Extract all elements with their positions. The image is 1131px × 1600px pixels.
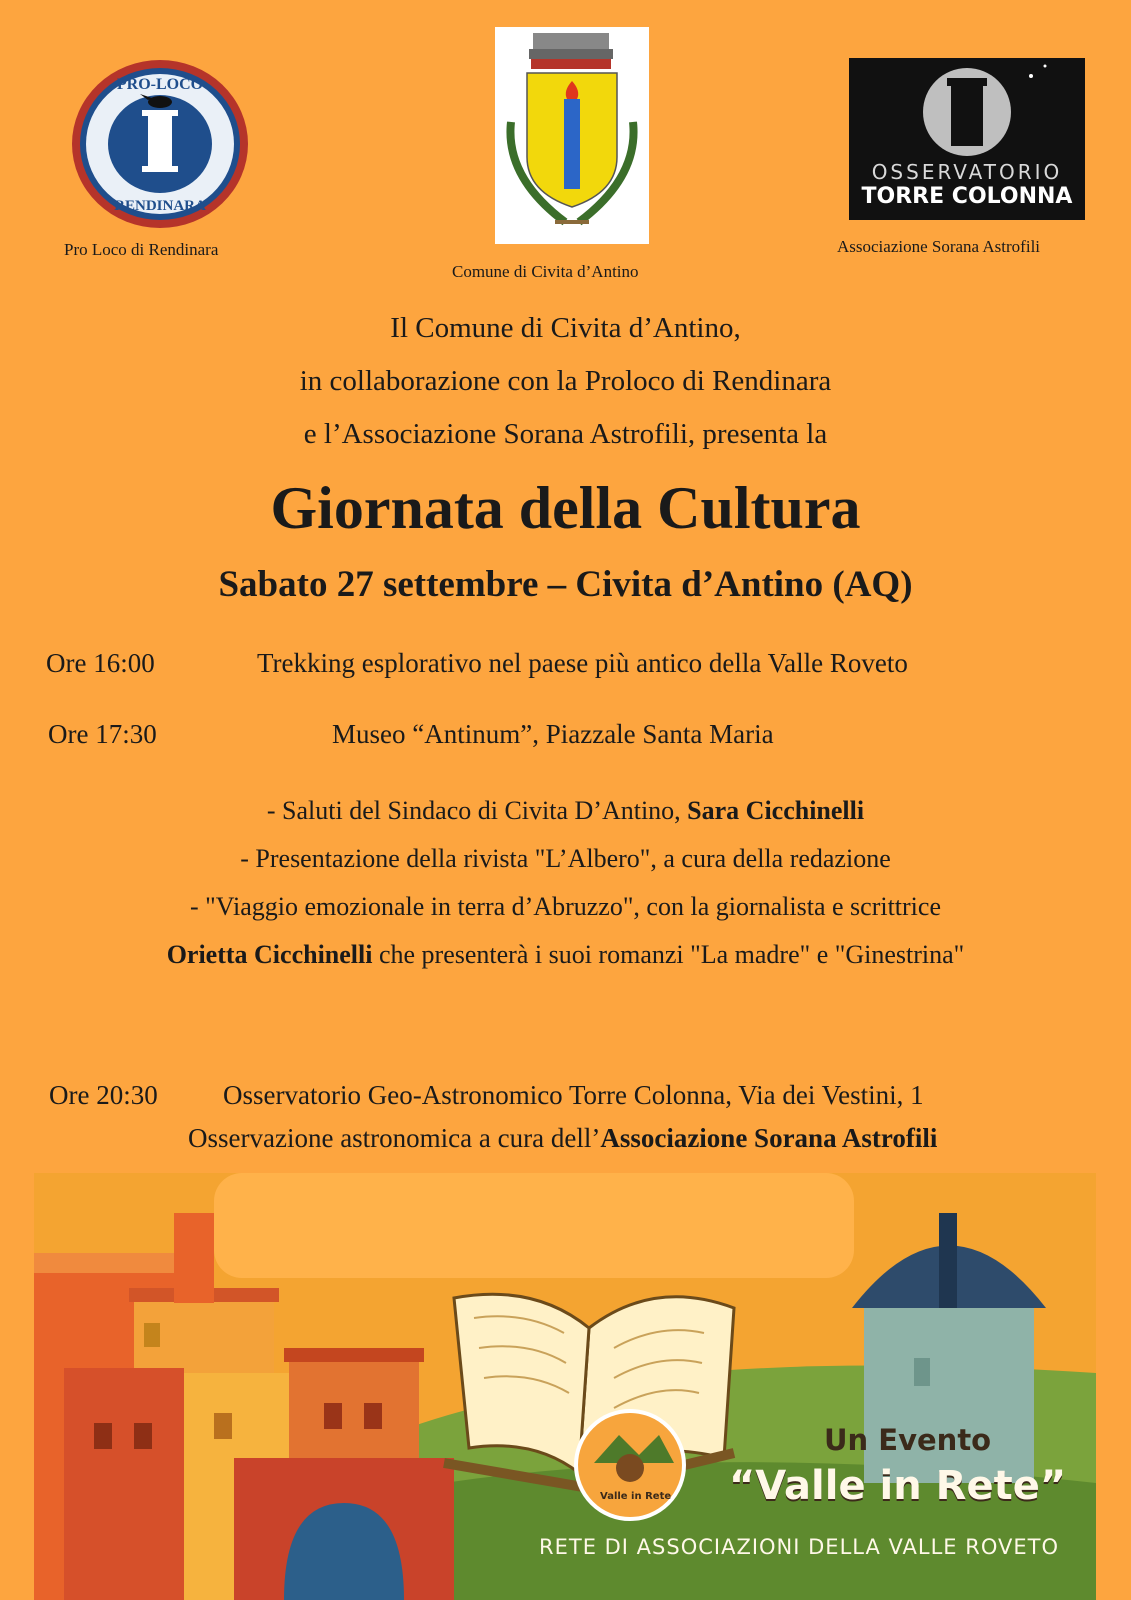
program-item-2: - Presentazione della rivista "L’Albero", a cura della redazione bbox=[240, 844, 891, 873]
comune-coat-of-arms bbox=[495, 27, 649, 244]
program-item-3: - "Viaggio emozionale in terra d’Abruzzo", con la giornalista e scrittrice bbox=[190, 892, 941, 921]
banner-line-3: RETE DI ASSOCIAZIONI DELLA VALLE ROVETO bbox=[539, 1535, 1059, 1559]
schedule-desc-1: Trekking esplorativo nel paese più antico della Valle Roveto bbox=[257, 648, 908, 678]
valle-in-rete-banner bbox=[34, 1173, 1096, 1600]
proloco-logo bbox=[70, 58, 250, 230]
schedule-desc-3: Osservatorio Geo-Astronomico Torre Colonna, Via dei Vestini, 1 bbox=[223, 1080, 924, 1110]
author-name: Orietta Cicchinelli bbox=[166, 940, 373, 969]
osservatorio-caption: Associazione Sorana Astrofili bbox=[837, 237, 1041, 256]
osservatorio-logo bbox=[849, 58, 1085, 220]
schedule-time-2: Ore 17:30 bbox=[48, 719, 157, 749]
program-item-4 bbox=[0, 931, 1131, 979]
osservatorio-line2: TORRE COLONNA bbox=[861, 184, 1073, 209]
program-item-1 bbox=[0, 787, 1131, 835]
program-item-1-text: - Saluti del Sindaco di Civita D’Antino, bbox=[266, 796, 688, 825]
banner-line-2: “Valle in Rete” bbox=[729, 1463, 1067, 1509]
proloco-caption: Pro Loco di Rendinara bbox=[64, 240, 219, 259]
intro-line-2: in collaborazione con la Proloco di Rendinara bbox=[299, 365, 832, 397]
badge-label: Valle in Rete bbox=[600, 1491, 672, 1502]
program-item-4-text: che presenterà i suoi romanzi "La madre" e "Ginestrina" bbox=[372, 940, 965, 969]
intro-line-1: Il Comune di Civita d’Antino, bbox=[390, 312, 741, 344]
proloco-ring-top: PRO-LOCO bbox=[116, 76, 204, 93]
event-title: Giornata della Cultura bbox=[270, 475, 861, 541]
banner-line-1: Un Evento bbox=[824, 1423, 992, 1457]
evening-line bbox=[188, 1123, 937, 1154]
proloco-ring-bottom: RENDINARA bbox=[114, 198, 206, 214]
schedule-desc-2: Museo “Antinum”, Piazzale Santa Maria bbox=[332, 719, 774, 749]
mayor-name: Sara Cicchinelli bbox=[687, 796, 865, 825]
schedule-time-3: Ore 20:30 bbox=[49, 1080, 158, 1110]
osservatorio-line1: OSSERVATORIO bbox=[871, 160, 1063, 184]
schedule-time-1: Ore 16:00 bbox=[46, 648, 155, 678]
evening-association: Associazione Sorana Astrofili bbox=[600, 1123, 938, 1153]
intro-line-3: e l’Associazione Sorana Astrofili, presenta la bbox=[303, 418, 828, 450]
event-subtitle: Sabato 27 settembre – Civita d’Antino (AQ) bbox=[218, 564, 913, 605]
evening-text: Osservazione astronomica a cura dell’ bbox=[188, 1123, 601, 1153]
comune-caption: Comune di Civita d’Antino bbox=[452, 262, 639, 281]
